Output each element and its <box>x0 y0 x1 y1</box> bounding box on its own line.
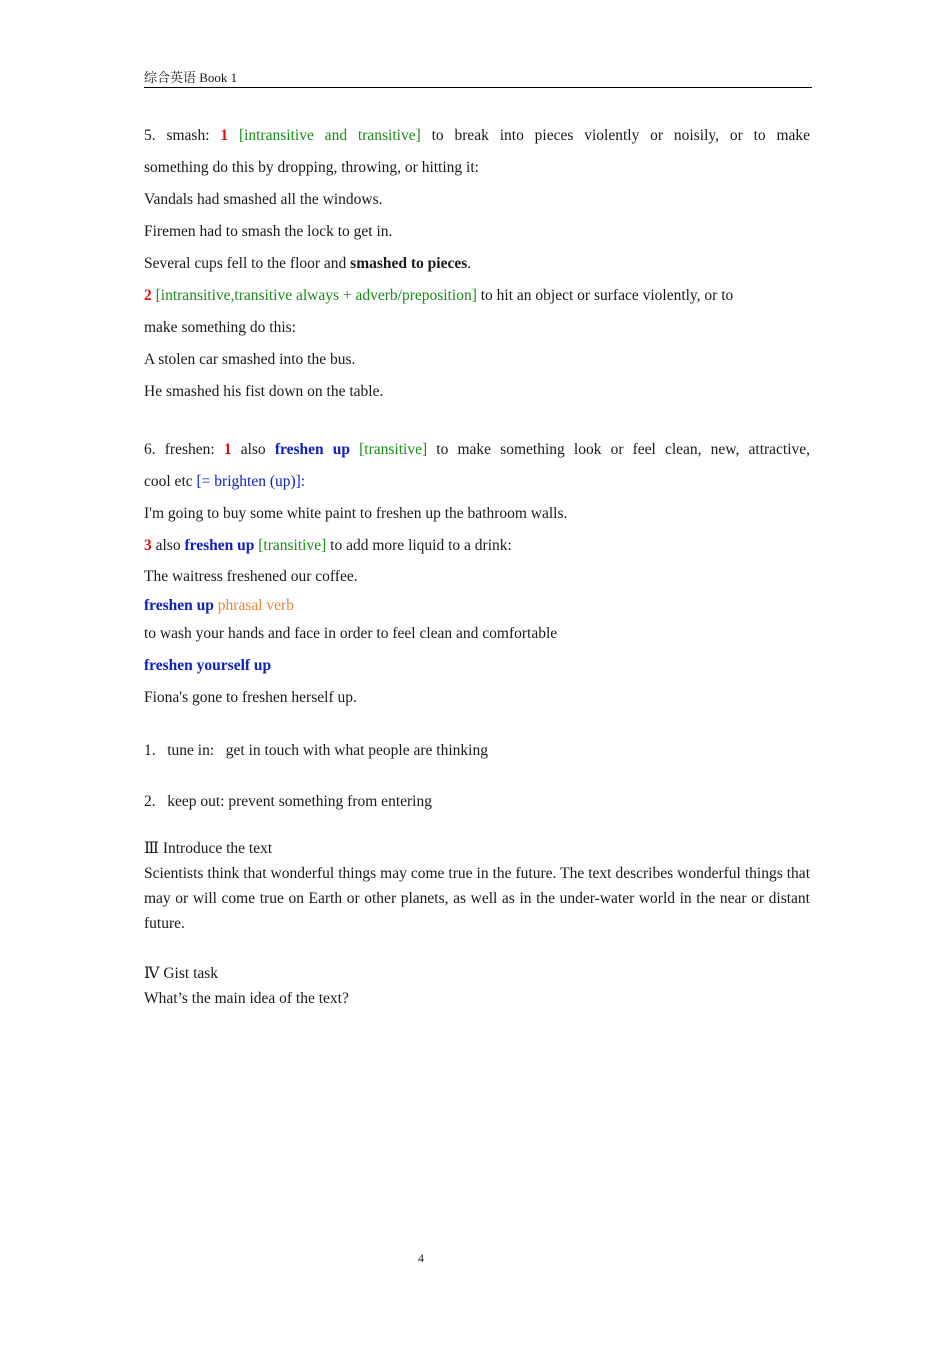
phrase-item: 1. tune in: get in touch with what people are thinking <box>144 742 488 759</box>
entry-smash-sense2-line1 <box>144 280 810 312</box>
section-title: Ⅳ Gist task <box>144 965 219 982</box>
question: What’s the main idea of the text? <box>144 990 349 1007</box>
grammar-tag: [intransitive,transitive always + adverb/preposition] <box>155 287 477 304</box>
example-sentence: The waitress freshened our coffee. <box>144 568 358 585</box>
entry-freshen-sense3: 3 also freshen up [transitive] to add more liquid to a drink: <box>144 537 512 554</box>
synonym: [= brighten (up)]: <box>196 473 306 490</box>
section-title: Ⅲ Introduce the text <box>144 840 273 857</box>
sense-number: 2 <box>144 287 152 304</box>
spacer <box>144 713 810 735</box>
document-body <box>144 120 810 1011</box>
grammar-tag: [transitive] <box>258 537 327 554</box>
definition: to make something look or feel clean, new, attractive, <box>436 441 811 458</box>
phrase-item: 2. keep out: prevent something from entering <box>144 793 432 810</box>
entry-freshen-sense1-line2 <box>144 466 810 498</box>
grammar-tag: [transitive] <box>359 441 428 458</box>
spacer <box>144 408 810 434</box>
collocation: smashed to pieces <box>350 255 468 272</box>
header-text: 综合英语 Book 1 <box>144 70 238 85</box>
page-header <box>144 70 812 88</box>
page-number: 4 <box>418 1251 424 1265</box>
phrase-head: freshen yourself up <box>144 657 272 674</box>
spacer <box>144 818 810 836</box>
example-sentence: Fiona's gone to freshen herself up. <box>144 689 357 706</box>
entry-freshen-sense1-line1: 6. freshen: 1 also freshen up [transitive] to make something look or feel clean, new, attractive, <box>144 441 811 458</box>
grammar-tag: [intransitive and transitive] <box>238 127 421 144</box>
example-sentence: He smashed his fist down on the table. <box>144 383 384 400</box>
definition: make something do this: <box>144 319 296 336</box>
example-sentence: I'm going to buy some white paint to freshen up the bathroom walls. <box>144 505 568 522</box>
example-sentence: Firemen had to smash the lock to get in. <box>144 223 393 240</box>
definition: cool etc <box>144 473 193 490</box>
entry-smash-sense1-line1 <box>144 120 810 152</box>
entry-head: 5. smash: <box>144 127 210 144</box>
definition: to break into pieces violently or noisily, or to make <box>431 127 811 144</box>
definition: something do this by dropping, throwing, or hitting it: <box>144 159 479 176</box>
example-sentence: A stolen car smashed into the bus. <box>144 351 356 368</box>
example-sentence: Vandals had smashed all the windows. <box>144 191 383 208</box>
phrase-head: freshen up <box>184 537 255 554</box>
word-class: phrasal verb <box>217 597 294 614</box>
sense-number: 1 <box>220 127 229 144</box>
phrasal-verb-head: freshen up phrasal verb <box>144 597 294 614</box>
sense-number: 3 <box>144 537 152 554</box>
definition: to hit an object or surface violently, or to <box>480 287 734 304</box>
entry-head: 6. freshen: <box>144 441 215 458</box>
definition: to add more liquid to a drink: <box>330 537 512 554</box>
sense-number: 1 <box>223 441 232 458</box>
entry-smash-sense1-line2 <box>144 152 810 184</box>
definition: to wash your hands and face in order to feel clean and comfortable <box>144 625 558 642</box>
section-paragraph: Scientists think that wonderful things may come true in the future. The text describes wonderful things that may or will come true on Earth or other planets, as well as in the under-water world in the near or distant future. <box>144 865 810 932</box>
example-sentence: Several cups fell to the floor and smashed to pieces. <box>144 255 472 272</box>
phrase-head: freshen up <box>274 441 350 458</box>
spacer <box>144 767 810 786</box>
spacer <box>144 936 810 961</box>
